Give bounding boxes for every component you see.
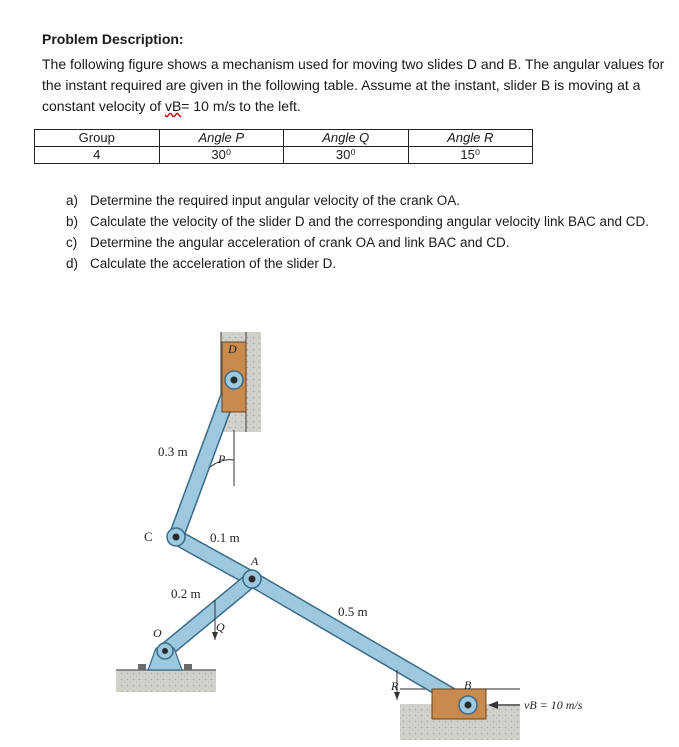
pin-d-center xyxy=(231,377,238,384)
question-text: Calculate the acceleration of the slider D. xyxy=(90,256,337,271)
length-cd: 0.3 m xyxy=(158,444,188,459)
question-text: Calculate the velocity of the slider D and the corresponding angular velocity link BAC and CD. xyxy=(90,214,650,229)
header-angle-q: Angle Q xyxy=(284,130,409,147)
label-q: Q xyxy=(216,620,225,634)
value-angle-r: 15⁰ xyxy=(408,147,533,164)
question-text: Determine the angular acceleration of crank OA and link BAC and CD. xyxy=(90,235,510,250)
velocity-label: vB = 10 m/s xyxy=(524,698,583,712)
label-b: B xyxy=(464,678,472,692)
question-label: c) xyxy=(66,235,78,250)
header-angle-r: Angle R xyxy=(408,130,533,147)
label-r: R xyxy=(391,679,399,693)
pin-b-center xyxy=(465,702,472,709)
pin-o-center xyxy=(162,648,168,654)
pin-c-center xyxy=(173,534,180,541)
slider-b xyxy=(432,689,486,719)
value-angle-p: 30⁰ xyxy=(159,147,284,164)
length-oa: 0.2 m xyxy=(171,586,201,601)
question-text: Determine the required input angular velocity of the crank OA. xyxy=(90,193,460,208)
label-c: C xyxy=(144,529,153,544)
pivot-o-ground xyxy=(116,670,216,692)
ground-o-surface xyxy=(116,670,216,692)
angle-r-arrow-icon xyxy=(394,692,400,700)
bolt-left xyxy=(138,664,146,670)
question-label: d) xyxy=(66,256,79,271)
pivot-o xyxy=(138,643,192,670)
header-angle-p: Angle P xyxy=(159,130,284,147)
length-ab: 0.5 m xyxy=(338,604,368,619)
problem-heading: Problem Description: xyxy=(42,31,184,47)
intro-text-2: = 10 m/s to the left. xyxy=(181,98,301,114)
label-a: A xyxy=(251,554,259,568)
value-group: 4 xyxy=(35,147,160,164)
label-d: D xyxy=(228,342,237,356)
header-group: Group xyxy=(35,130,160,147)
label-p: P xyxy=(218,452,226,466)
bolt-right xyxy=(184,664,192,670)
value-angle-q: 30⁰ xyxy=(284,147,409,164)
question-label: b) xyxy=(66,214,79,229)
length-ca: 0.1 m xyxy=(210,530,240,545)
pin-a-center xyxy=(249,576,256,583)
velocity-symbol: vB xyxy=(164,98,182,114)
intro-text-1: The following figure shows a mechanism used for moving two slides D and B. The angular values for the instant required are given in the following table. Assume at the instant, slider B is moving at a constant velocity of xyxy=(42,56,665,114)
question-label: a) xyxy=(66,193,79,208)
label-o: O xyxy=(153,626,162,640)
